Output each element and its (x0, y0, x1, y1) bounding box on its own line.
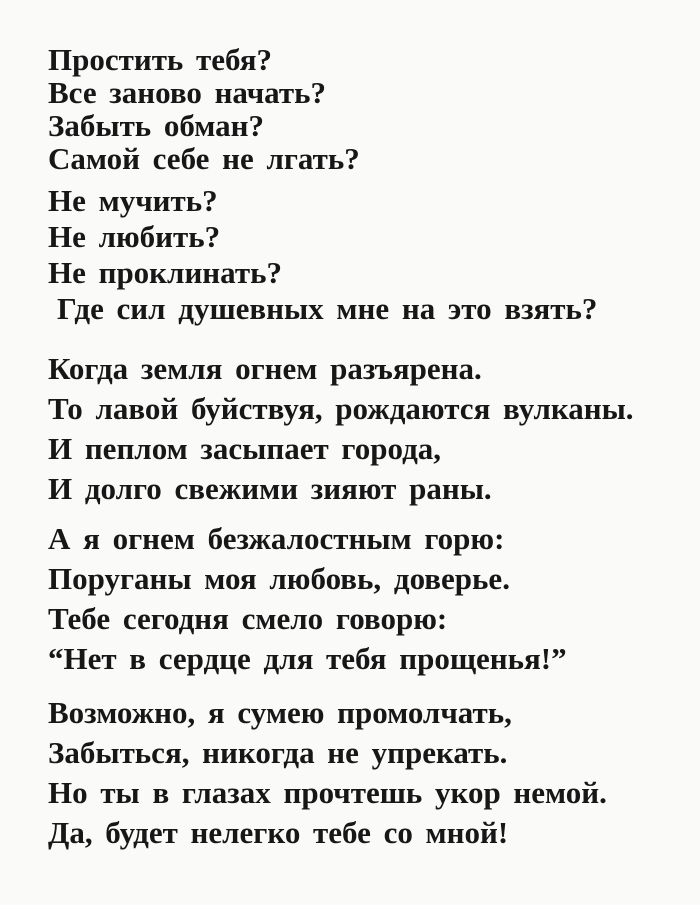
poem-line: То лавой буйствуя, рождаются вулканы. (48, 391, 634, 426)
poem-line: Но ты в глазах прочтешь укор немой. (48, 775, 607, 810)
poem-line: А я огнем безжалостным горю: (48, 521, 505, 556)
poem-line: Простить тебя? (48, 42, 273, 77)
poem-stanza-2 (48, 183, 680, 327)
poem-line: Возможно, я сумею промолчать, (48, 695, 512, 730)
poem-line: И пеплом засыпает города, (48, 431, 441, 466)
poem-stanza-4 (48, 519, 680, 679)
poem-stanza-3 (48, 349, 680, 509)
poem-line: Забыться, никогда не упрекать. (48, 735, 508, 770)
poem-line: “Нет в сердце для тебя прощенья!” (48, 641, 567, 676)
poem-stanza-5 (48, 693, 680, 853)
poem-line: Когда земля огнем разъярена. (48, 351, 482, 386)
poem-line: Поруганы моя любовь, доверье. (48, 561, 510, 596)
poem-line: Не проклинать? (48, 255, 282, 290)
poem-line: Да, будет нелегко тебе со мной! (48, 815, 509, 850)
poem-line: Где сил душевных мне на это взять? (57, 291, 598, 326)
poem-line: Забыть обман? (48, 108, 265, 143)
poem-line: Тебе сегодня смело говорю: (48, 601, 448, 636)
poem-line: Не мучить? (48, 183, 218, 218)
poem-line: Самой себе не лгать? (48, 141, 360, 176)
poem-line: И долго свежими зияют раны. (48, 471, 492, 506)
poem-stanza-1 (48, 43, 680, 175)
poem-line: Все заново начать? (48, 75, 326, 110)
poem-line: Не любить? (48, 219, 221, 254)
